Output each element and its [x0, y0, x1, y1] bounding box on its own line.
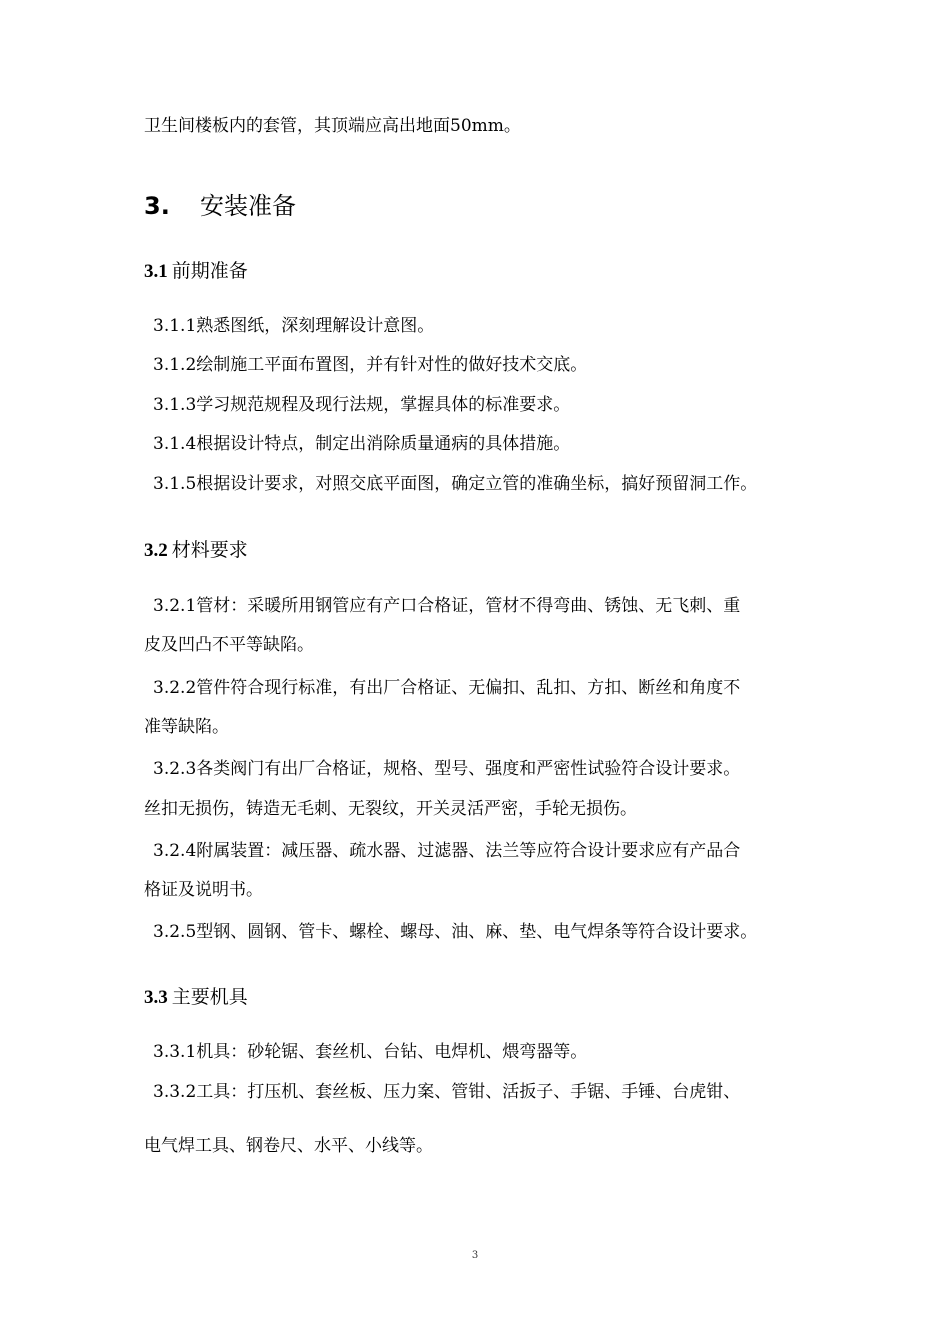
intro-line: 卫生间楼板内的套管，其顶端应高出地面50mm。 — [144, 116, 521, 136]
paragraph-line: 3.3.2工具：打压机、套丝板、压力案、管钳、活扳子、手锯、手锤、台虎钳、 — [153, 1082, 741, 1102]
list-item: 3.1.3学习规范规程及现行法规，掌握具体的标准要求。 — [153, 395, 571, 415]
subsection-title: 材料要求 — [171, 539, 248, 561]
subsection-heading-3-2 — [144, 535, 248, 562]
page-number: 3 — [471, 1250, 479, 1261]
paragraph-line: 丝扣无损伤，铸造无毛刺、无裂纹，开关灵活严密，手轮无损伤。 — [144, 799, 637, 819]
subsection-title: 主要机具 — [171, 986, 248, 1008]
list-item: 3.1.4根据设计特点，制定出消除质量通病的具体措施。 — [153, 434, 571, 454]
section-heading — [144, 186, 296, 221]
section-title: 安装准备 — [200, 192, 296, 220]
list-item: 3.1.2绘制施工平面布置图，并有针对性的做好技术交底。 — [153, 355, 588, 375]
paragraph-line: 3.2.1管材：采暖所用钢管应有产口合格证，管材不得弯曲、锈蚀、无飞刺、重 — [153, 596, 741, 616]
paragraph-line: 电气焊工具、钢卷尺、水平、小线等。 — [144, 1136, 433, 1156]
subsection-title: 前期准备 — [171, 260, 248, 282]
paragraph-line: 3.3.1机具：砂轮锯、套丝机、台钻、电焊机、煨弯器等。 — [153, 1042, 588, 1062]
subsection-number: 3.2 — [144, 540, 168, 561]
paragraph-line: 3.2.4附属装置：减压器、疏水器、过滤器、法兰等应符合设计要求应有产品合 — [153, 841, 741, 861]
paragraph-line: 准等缺陷。 — [144, 717, 229, 737]
paragraph-line: 3.2.5型钢、圆钢、管卡、螺栓、螺母、油、麻、垫、电气焊条等符合设计要求。 — [153, 922, 758, 942]
paragraph-line: 3.2.2管件符合现行标准，有出厂合格证、无偏扣、乱扣、方扣、断丝和角度不 — [153, 678, 741, 698]
list-item: 3.1.5根据设计要求，对照交底平面图，确定立管的准确坐标，搞好预留洞工作。 — [153, 474, 758, 494]
subsection-number: 3.3 — [144, 987, 168, 1008]
paragraph-line: 3.2.3各类阀门有出厂合格证，规格、型号、强度和严密性试验符合设计要求。 — [153, 759, 741, 779]
paragraph-line: 皮及凹凸不平等缺陷。 — [144, 635, 314, 655]
section-number: 3. — [144, 192, 170, 220]
subsection-number: 3.1 — [144, 261, 168, 282]
subsection-heading-3-3 — [144, 982, 248, 1009]
list-item: 3.1.1熟悉图纸，深刻理解设计意图。 — [153, 316, 435, 336]
paragraph-line: 格证及说明书。 — [144, 880, 263, 900]
subsection-heading-3-1 — [144, 256, 248, 283]
